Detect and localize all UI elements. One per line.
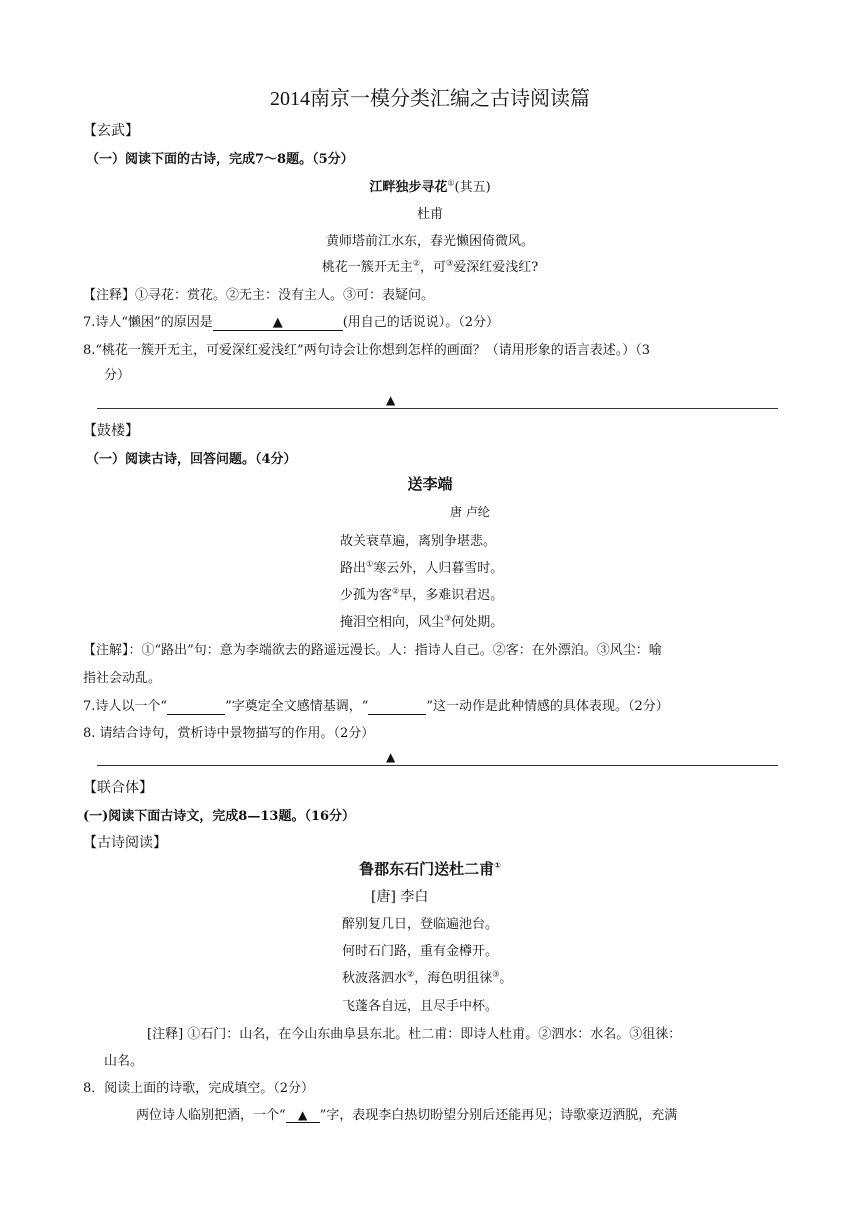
poem-line-part: ，海色明徂徕 (414, 971, 493, 986)
poem-line: 故关衰草遍，离别争堪悲。 (340, 534, 497, 549)
annotation-cont: 山名。 (104, 1054, 144, 1069)
question-8: 8. 请结合诗句，赏析诗中景物描写的作用。（2分） (83, 726, 375, 741)
poem-title: 送李端 (407, 475, 453, 493)
annotation: 【注解】：①“路出”句：意为李端欲去的路遥远漫长。人：指诗人自己。②客：在外漂泊。③风尘：喻 (83, 643, 662, 658)
question-text: 7.诗人以一个“ (83, 699, 168, 714)
poem-line (0, 256, 860, 275)
question-8-cont: 分） (104, 368, 131, 383)
annotation: [注释] ①石门：山名，在今山东曲阜县东北。杜二甫：即诗人杜甫。②泗水：水名。③徂徕： (147, 1027, 682, 1042)
poem-line (342, 967, 512, 986)
poem-line-part: 秋波落泗水 (342, 971, 408, 986)
poem-line-part: 。 (499, 971, 513, 986)
poem-line-part: 爱深红爱浅红? (453, 260, 539, 275)
question-7 (83, 311, 499, 331)
answer-line[interactable] (97, 765, 778, 766)
annotation-cont: 指社会动乱。 (83, 671, 162, 686)
poem-author: 杜甫 (416, 207, 443, 222)
poem-title (0, 858, 860, 879)
poem-author: [唐] 李白 (371, 889, 429, 905)
question-text: ”字，表现李白热切盼望分别后还能再见；诗歌豪迈洒脱，充满 (319, 1108, 678, 1123)
subsection-tag: 【古诗阅读】 (83, 835, 167, 851)
poem-line (340, 557, 503, 576)
section-heading: （一）阅读古诗，回答问题。（4分） (86, 452, 297, 467)
poem-line-part: 早，多难识君迟。 (399, 588, 504, 603)
poem-title-text: 江畔独步寻花 (369, 180, 448, 195)
section-tag-xuanwu: 【玄武】 (83, 123, 139, 139)
section-tag-gulou: 【鼓楼】 (83, 423, 139, 439)
question-8: 8.“桃花一簇开无主，可爱深红爱浅红”两句诗会让你想到怎样的画面？（请用形象的语言表述。）（3 (83, 343, 650, 358)
answer-blank[interactable] (167, 699, 225, 715)
poem-line-part: ，可 (420, 260, 447, 275)
poem-line-part: 寒云外，人归暮雪时。 (373, 561, 504, 576)
question-text: ”这一动作是此种情感的具体表现。（2分） (426, 699, 669, 714)
question-text: (用自己的话说说）。（2分） (342, 315, 500, 330)
footnote-mark: ② (407, 969, 415, 979)
poem-line: 飞蓬各自远，且尽手中杯。 (342, 999, 499, 1014)
answer-mark: ▲ (386, 393, 396, 407)
poem-line: 黄师塔前江水东，春光懒困倚微风。 (325, 234, 534, 249)
question-text: 7.诗人“懒困”的原因是 (83, 315, 213, 330)
footnote-mark: ③ (492, 969, 500, 979)
question-text: ”字奠定全文感情基调，“ (225, 699, 369, 714)
footnote-mark: ③ (446, 258, 454, 268)
footnote-mark: ② (412, 258, 420, 268)
poem-title (0, 176, 860, 195)
poem-author: 唐 卢纶 (450, 505, 490, 519)
fill-in-sentence (136, 1104, 677, 1123)
poem-line-part: 桃花一簇开无主 (321, 260, 413, 275)
answer-blank[interactable] (368, 699, 426, 715)
document-title: 2014南京一模分类汇编之古诗阅读篇 (270, 88, 590, 110)
poem-line (340, 611, 503, 630)
footnote-mark: ② (392, 586, 400, 596)
annotation: 【注释】①寻花：赏花。②无主：没有主人。③可：表疑问。 (83, 288, 435, 303)
poem-line-part: 何处期。 (451, 615, 504, 630)
poem-title-text: 鲁郡东石门送杜二甫 (359, 860, 495, 878)
question-text: 两位诗人临别把酒，一个“ (136, 1108, 286, 1123)
answer-line[interactable] (97, 408, 778, 409)
poem-line-part: 掩泪空相向，风尘 (340, 615, 445, 630)
section-heading: （一）阅读下面的古诗，完成7～8题。（5分） (86, 152, 354, 167)
question-8: 8．阅读上面的诗歌，完成填空。（2分） (83, 1081, 315, 1096)
footnote-mark: ① (366, 559, 374, 569)
poem-line (340, 584, 503, 603)
footnote-mark: ① (447, 178, 455, 188)
answer-blank[interactable]: ▲ (213, 315, 343, 331)
poem-line: 醉别复几日，登临遍池台。 (342, 917, 499, 932)
footnote-mark: ③ (444, 613, 452, 623)
section-heading: (一)阅读下面古诗文，完成8—13题。（16分） (83, 809, 356, 824)
answer-blank[interactable]: ▲ (286, 1108, 320, 1123)
poem-line-part: 路出 (340, 561, 367, 576)
poem-title-suffix: (其五) (454, 180, 491, 195)
answer-mark: ▲ (386, 750, 396, 764)
poem-line: 何时石门路，重有金樽开。 (342, 944, 499, 959)
poem-line-part: 少孤为客 (340, 588, 393, 603)
section-tag-lianheti: 【联合体】 (83, 780, 153, 796)
question-7 (83, 695, 669, 715)
footnote-mark: ① (494, 861, 501, 870)
